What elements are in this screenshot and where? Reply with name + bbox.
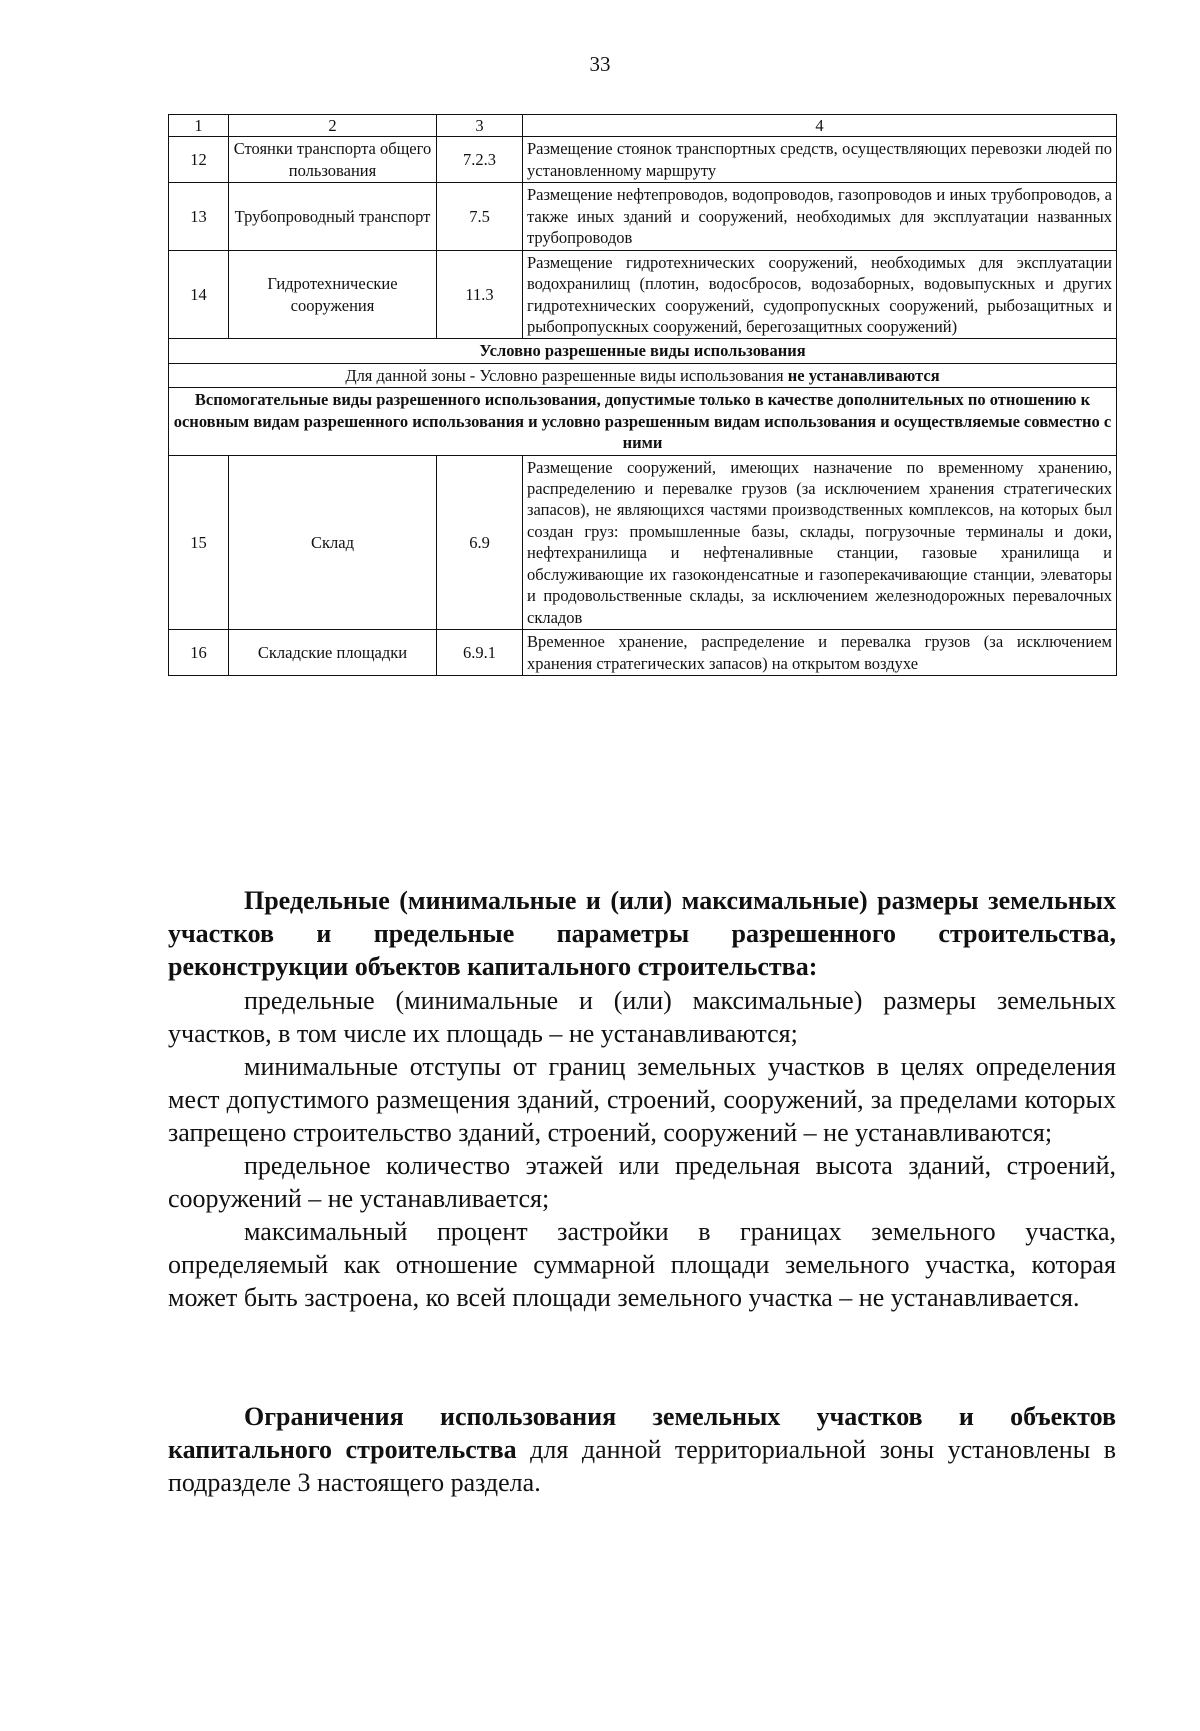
use-type-code: 6.9 xyxy=(437,455,523,630)
use-type-code: 7.2.3 xyxy=(437,137,523,183)
header-cell-1: 1 xyxy=(169,115,229,137)
use-type-description: Временное хранение, распределение и перевалка грузов (за исключением хранения стратегических запасов) на открытом воздухе xyxy=(523,630,1117,676)
use-type-name: Трубопроводный транспорт xyxy=(229,183,437,250)
auxiliary-section-row xyxy=(169,388,1117,455)
table-row xyxy=(169,455,1117,630)
conditional-note-bold: не устанавливаются xyxy=(787,365,940,385)
use-type-code: 7.5 xyxy=(437,183,523,250)
row-number: 13 xyxy=(169,183,229,250)
restrictions-rest: для данной территориальной зоны установлены в подразделе 3 настоящего раздела. xyxy=(168,1435,1116,1497)
parameter-paragraph: минимальные отступы от границ земельных участков в целях определения мест допустимого размещения зданий, строений, сооружений, за пределами которых запрещено строительство зданий, строений, сооружений – не устанавливаются; xyxy=(168,1052,1116,1147)
header-cell-2: 2 xyxy=(229,115,437,137)
parameter-paragraph: предельное количество этажей или предельная высота зданий, строений, сооружений – не устанавливается; xyxy=(168,1151,1116,1213)
parameter-paragraph: максимальный процент застройки в границах земельного участка, определяемый как отношение суммарной площади земельного участка, которая может быть застроена, ко всей площади земельного участка – не устанавливается. xyxy=(168,1217,1116,1312)
use-type-name: Склад xyxy=(229,455,437,630)
header-cell-3: 3 xyxy=(437,115,523,137)
table-row xyxy=(169,250,1117,339)
conditional-note xyxy=(169,363,1117,387)
row-number: 12 xyxy=(169,137,229,183)
auxiliary-section-title: Вспомогательные виды разрешенного использования, допустимые только в качестве дополнительных по отношению к основным видам разрешенного использования и условно разрешенным видам использования и осуществляемые совместно с ними xyxy=(169,388,1117,455)
conditional-section-title: Условно разрешенные виды использования xyxy=(169,339,1117,363)
restrictions-bold: Ограничения использования земельных участков и объектов капитального строительства xyxy=(168,1402,1116,1464)
row-number: 14 xyxy=(169,250,229,339)
table-header-row xyxy=(169,115,1117,137)
conditional-note-text: Для данной зоны - Условно разрешенные виды использования xyxy=(345,365,788,385)
row-number: 16 xyxy=(169,630,229,676)
conditional-note-row xyxy=(169,363,1117,387)
use-type-name: Складские площадки xyxy=(229,630,437,676)
use-type-name: Стоянки транспорта общего пользования xyxy=(229,137,437,183)
row-number: 15 xyxy=(169,455,229,630)
use-type-code: 11.3 xyxy=(437,250,523,339)
use-type-code: 6.9.1 xyxy=(437,630,523,676)
land-use-table xyxy=(168,114,1117,676)
conditional-section-row xyxy=(169,339,1117,363)
use-type-description: Размещение стоянок транспортных средств, осуществляющих перевозки людей по установленному маршруту xyxy=(523,137,1117,183)
restrictions-paragraph xyxy=(168,1400,1116,1499)
use-type-description: Размещение сооружений, имеющих назначение по временному хранению, распределению и перевалке грузов (за исключением хранения стратегических запасов), не являющихся частями производственных комплексов, на которых был создан груз: промышленные базы, склады, погрузочные терминалы и доки, нефтехранилища и нефтеналивные станции, газовые хранилища и обслуживающие их газоконденсатные и газоперекачивающие станции, элеваторы и продовольственные склады, за исключением железнодорожных перевалочных складов xyxy=(523,455,1117,630)
use-type-description: Размещение нефтепроводов, водопроводов, газопроводов и иных трубопроводов, а также иных зданий и сооружений, необходимых для эксплуатации названных трубопроводов xyxy=(523,183,1117,250)
use-type-name: Гидротехнические сооружения xyxy=(229,250,437,339)
use-type-description: Размещение гидротехнических сооружений, необходимых для эксплуатации водохранилищ (плотин, водосбросов, водозаборных, водовыпускных и других гидротехнических сооружений, судопропускных сооружений, рыбозащитных и рыбопропускных сооружений, берегозащитных сооружений) xyxy=(523,250,1117,339)
parameters-list xyxy=(168,984,1116,1314)
table-row xyxy=(169,183,1117,250)
table-row xyxy=(169,137,1117,183)
page-number: 33 xyxy=(589,52,611,76)
parameters-heading: Предельные (минимальные и (или) максимальные) размеры земельных участков и предельные параметры разрешенного строительства, реконструкции объектов капитального строительства: xyxy=(168,886,1116,981)
parameter-paragraph: предельные (минимальные и (или) максимальные) размеры земельных участков, в том числе их площадь – не устанавливаются; xyxy=(168,986,1116,1048)
table-row xyxy=(169,630,1117,676)
header-cell-4: 4 xyxy=(523,115,1117,137)
